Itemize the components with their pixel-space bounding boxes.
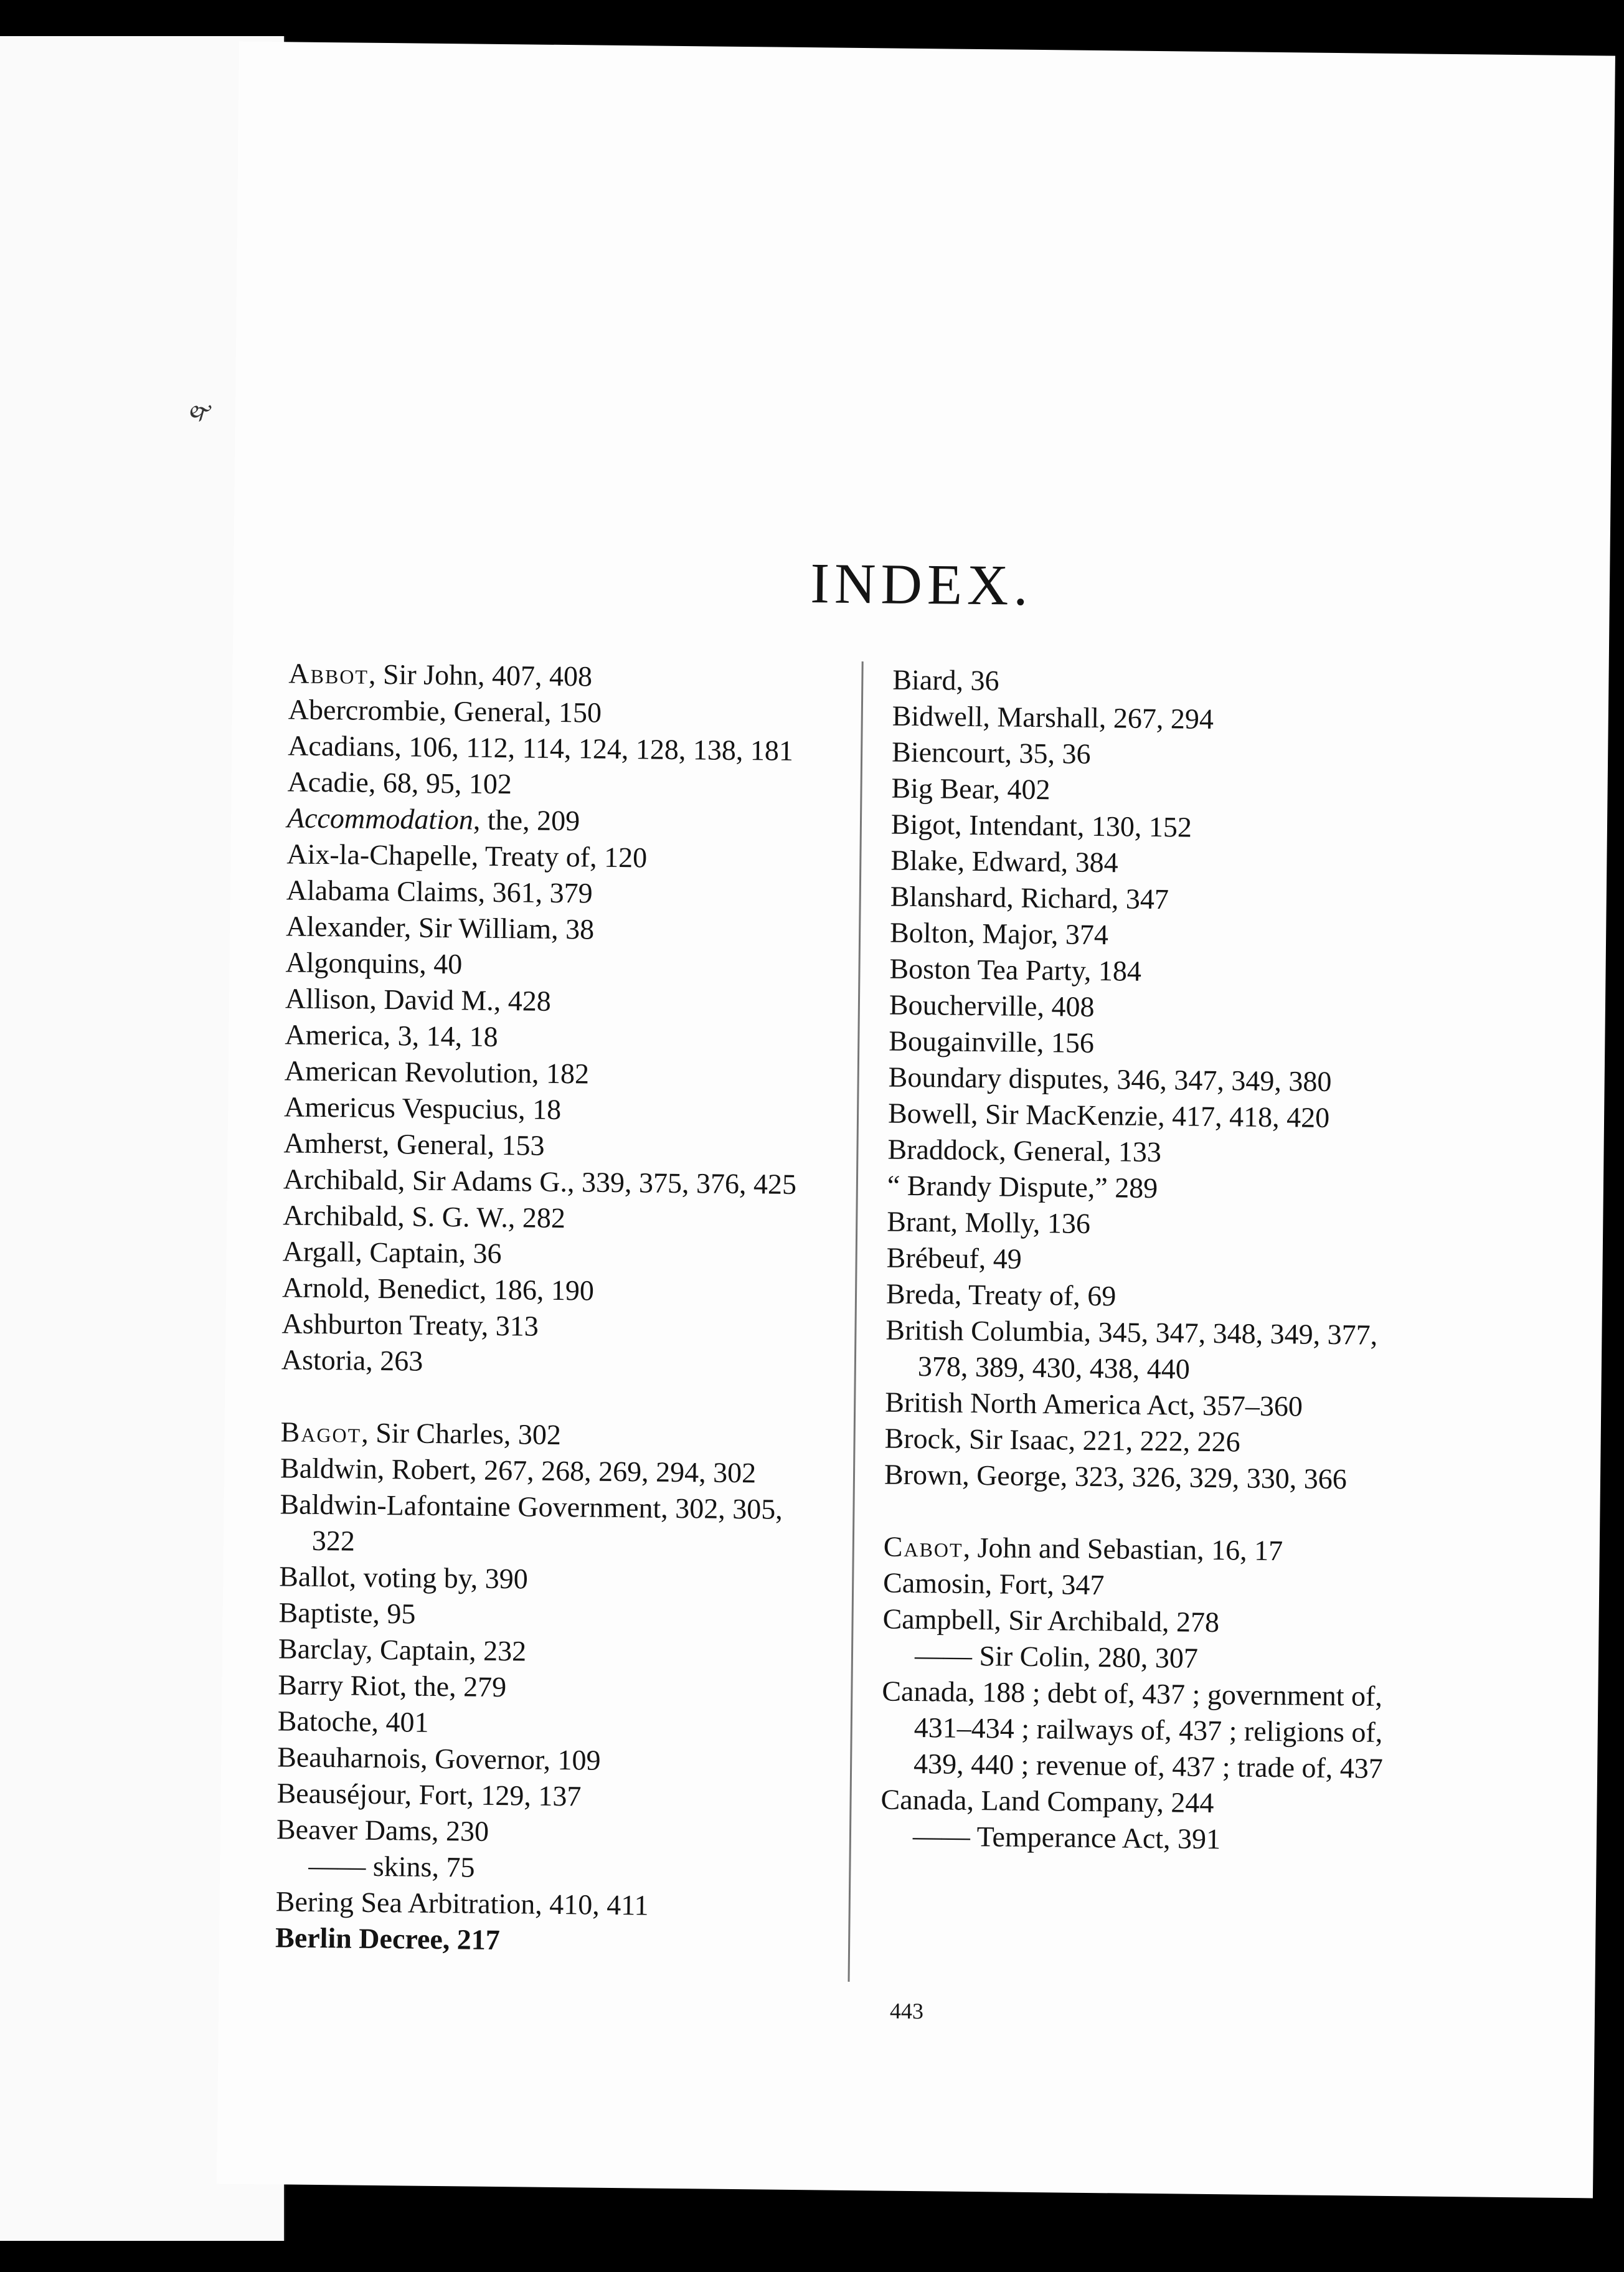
- index-entry: Baldwin, Robert, 267, 268, 269, 294, 302: [280, 1452, 757, 1489]
- index-entry: American Revolution, 182: [284, 1054, 590, 1090]
- index-entry: Brant, Molly, 136: [887, 1205, 1091, 1239]
- entry-text: , John and Sebastian, 16, 17: [963, 1531, 1283, 1567]
- index-entry: Berlin Decree, 217: [275, 1921, 501, 1956]
- entry-lead-word: Abbot: [288, 657, 369, 690]
- index-entry: Boundary disputes, 346, 347, 349, 380: [888, 1061, 1332, 1097]
- index-entry: Bering Sea Arbitration, 410, 411: [275, 1885, 649, 1921]
- page-number: 443: [889, 1998, 924, 2024]
- index-column-left: [275, 655, 806, 1961]
- page-title: INDEX.: [810, 551, 1034, 617]
- index-column-right: [880, 662, 1410, 1860]
- index-entry: Astoria, 263: [281, 1343, 423, 1377]
- index-entry: Archibald, S. G. W., 282: [283, 1199, 566, 1234]
- entry-lead-word: Bagot: [280, 1416, 362, 1449]
- index-entry: British Columbia, 345, 347, 348, 349, 377, 378, 389, 430, 438, 440: [885, 1314, 1378, 1385]
- index-entry: [288, 655, 806, 697]
- index-entry: Amherst, General, 153: [283, 1127, 545, 1162]
- letter-section-gap: [281, 1378, 798, 1419]
- index-entry: “ Brandy Dispute,” 289: [887, 1169, 1158, 1205]
- index-entry: Beauharnois, Governor, 109: [276, 1741, 601, 1776]
- entry-text: , the, 209: [473, 803, 580, 837]
- index-entry: Aix-la-Chapelle, Treaty of, 120: [286, 838, 648, 874]
- index-entry: Campbell, Sir Archibald, 278: [882, 1602, 1220, 1639]
- index-entry: America, 3, 14, 18: [285, 1018, 498, 1053]
- index-entry: Baptiste, 95: [278, 1596, 416, 1630]
- index-entry: Beauséjour, Fort, 129, 137: [276, 1777, 582, 1812]
- index-entry: Biencourt, 35, 36: [891, 736, 1091, 770]
- index-entry: Canada, 188 ; debt of, 437 ; government of, 431–434 ; railways of, 437 ; religions of, 439, 440 ; revenue of, 437 ; trade of, 437: [882, 1675, 1384, 1784]
- index-entry: Bigot, Intendant, 130, 152: [890, 808, 1192, 843]
- column-divider: [848, 661, 864, 1982]
- entry-text: , Sir John, 407, 408: [368, 658, 593, 693]
- index-entry: Ballot, voting by, 390: [279, 1560, 529, 1595]
- index-entry: Bidwell, Marshall, 267, 294: [892, 699, 1214, 735]
- index-entry: Algonquins, 40: [285, 946, 463, 980]
- index-entry: Archibald, Sir Adams G., 339, 375, 376, 425: [283, 1163, 797, 1200]
- index-entry: Americus Vespucius, 18: [283, 1091, 562, 1126]
- index-entry: Bowell, Sir MacKenzie, 417, 418, 420: [887, 1097, 1330, 1134]
- letter-section-gap: [884, 1492, 1401, 1534]
- index-entry: Big Bear, 402: [891, 772, 1050, 806]
- entry-italic-word: Accommodation: [286, 802, 474, 836]
- index-entry: Ashburton Treaty, 313: [281, 1307, 539, 1342]
- index-entry: Acadians, 106, 112, 114, 124, 128, 138, 181: [287, 729, 794, 767]
- index-entry: British North America Act, 357–360: [884, 1386, 1303, 1422]
- index-entry: Argall, Captain, 36: [282, 1235, 502, 1270]
- index-entry: Bougainville, 156: [889, 1025, 1095, 1059]
- index-entry: Boucherville, 408: [889, 988, 1095, 1023]
- index-entry: Blanshard, Richard, 347: [890, 880, 1169, 916]
- index-page: [217, 42, 1615, 2199]
- index-entry: Alabama Claims, 361, 379: [286, 874, 593, 909]
- index-entry: Baldwin-Lafontaine Government, 302, 305, 322: [280, 1488, 783, 1557]
- index-entry: Alexander, Sir William, 38: [285, 910, 595, 945]
- index-entry: Braddock, General, 133: [887, 1133, 1162, 1168]
- index-entry: Brown, George, 323, 326, 329, 330, 366: [884, 1458, 1348, 1495]
- page-ornament: 🙰: [187, 401, 214, 424]
- index-entry: Breda, Treaty of, 69: [885, 1277, 1116, 1312]
- index-entry: Canada, Land Company, 244: [880, 1783, 1214, 1819]
- index-entry: Boston Tea Party, 184: [889, 952, 1142, 987]
- index-entry: Camosin, Fort, 347: [882, 1566, 1105, 1601]
- index-entry: Barry Riot, the, 279: [278, 1669, 507, 1703]
- index-entry: [280, 1414, 798, 1456]
- index-entry: Arnold, Benedict, 186, 190: [281, 1271, 595, 1307]
- index-entry: Batoche, 401: [277, 1705, 429, 1738]
- index-entry: [287, 800, 805, 841]
- entry-text: , Sir Charles, 302: [361, 1416, 562, 1451]
- index-entry: Biard, 36: [892, 663, 999, 697]
- index-entry: Barclay, Captain, 232: [278, 1632, 527, 1667]
- index-entry: —— skins, 75: [308, 1849, 475, 1883]
- index-entry: Bolton, Major, 374: [889, 916, 1109, 951]
- index-entry: —— Temperance Act, 391: [912, 1820, 1221, 1855]
- index-entry: Brock, Sir Isaac, 221, 222, 226: [884, 1422, 1240, 1458]
- index-entry: Beaver Dams, 230: [276, 1813, 489, 1847]
- index-entry: Blake, Edward, 384: [890, 844, 1118, 879]
- index-entry: Abercrombie, General, 150: [288, 693, 602, 729]
- index-entry: Brébeuf, 49: [886, 1241, 1022, 1275]
- index-entry: Acadie, 68, 95, 102: [287, 765, 512, 800]
- entry-lead-word: Cabot: [883, 1530, 963, 1563]
- index-entry: [884, 1528, 1401, 1570]
- index-entry: Allison, David M., 428: [285, 982, 552, 1017]
- index-entry: —— Sir Colin, 280, 307: [914, 1639, 1199, 1674]
